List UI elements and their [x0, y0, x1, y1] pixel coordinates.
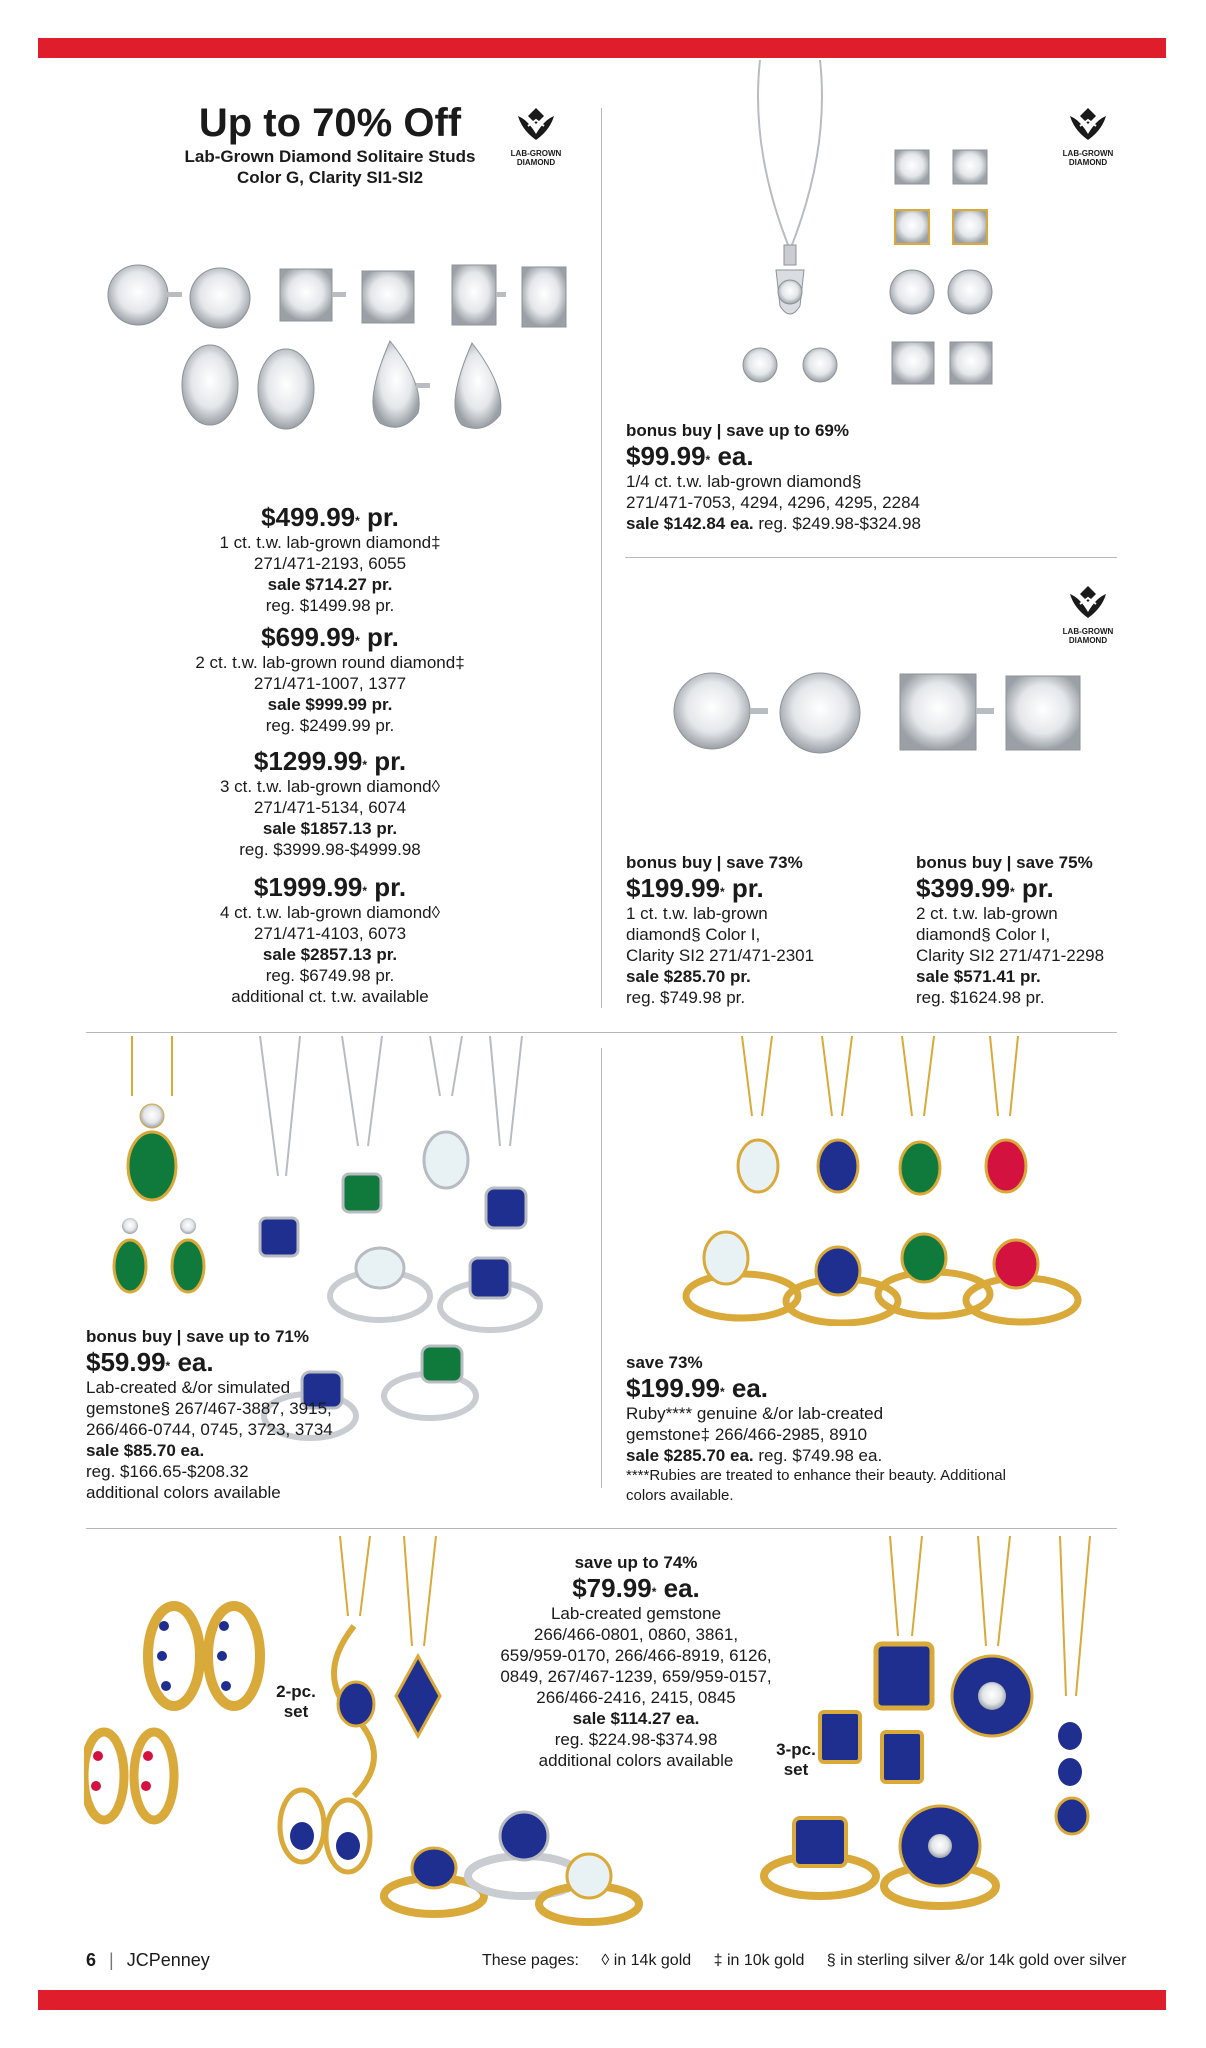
offer-regular-price: reg. $1624.98 pr. [916, 988, 1045, 1007]
princess-studs-offer [916, 852, 1146, 1008]
divider-right-upper [625, 557, 1117, 558]
offer-extra-note: additional ct. t.w. available [231, 987, 429, 1006]
offer-headline: bonus buy | save up to 71% [86, 1327, 309, 1346]
set-label-line-1: 2-pc. [276, 1682, 316, 1701]
offer-description-1: Ruby**** genuine &/or lab-created [626, 1404, 884, 1423]
offer-price: $1999.99* pr. [253, 872, 407, 902]
set-label-line-2: set [783, 1760, 809, 1779]
offer-sale-price: sale $714.27 pr. [267, 575, 393, 594]
offer-sale-price: sale $285.70 pr. [626, 967, 751, 986]
offer-price: $399.99* pr. [916, 873, 1054, 903]
offer-sale-price: sale $999.99 pr. [267, 695, 393, 714]
round-and-princess-studs-image [672, 666, 1092, 766]
offer-headline: bonus buy | save up to 69% [626, 421, 849, 440]
studs-offer-2 [150, 622, 510, 736]
offer-sale-price: sale $571.41 pr. [916, 967, 1041, 986]
studs-subtitle-2: Color G, Clarity SI1-SI2 [236, 168, 424, 187]
offer-extra-note: additional colors available [538, 1751, 734, 1770]
badge-label: LAB-GROWN DIAMOND [1062, 627, 1114, 645]
page-footer [86, 1950, 210, 1971]
top-accent-bar [38, 38, 1166, 58]
divider-horizontal-2 [86, 1528, 1117, 1529]
lab-grown-diamond-badge [1052, 106, 1124, 167]
offer-headline: save 73% [626, 1353, 703, 1372]
offer-description: 1/4 ct. t.w. lab-grown diamond§ [626, 472, 862, 491]
offer-regular-price: reg. $749.98 pr. [626, 988, 746, 1007]
pendant-and-earrings-image [720, 60, 1020, 405]
round-studs-offer [626, 852, 896, 1008]
offer-description-1: Lab-created &/or simulated [86, 1378, 291, 1397]
brand-name: JCPenney [126, 1950, 210, 1970]
pendant-offer [626, 420, 1096, 534]
three-piece-set-label [758, 1740, 834, 1780]
studs-offer-4 [150, 872, 510, 1007]
legend-10k-gold: ‡ in 10k gold [713, 1952, 805, 1969]
offer-price: $59.99* ea. [86, 1347, 214, 1377]
offer-sku: 271/471-4103, 6073 [253, 924, 407, 943]
offer-description-2: gemstone§ 267/467-3887, 3915, [86, 1399, 332, 1418]
offer-extra-note: additional colors available [86, 1483, 281, 1502]
section-studs-header [150, 100, 510, 188]
offer-price: $199.99* ea. [626, 1373, 769, 1403]
studs-offer-1 [150, 502, 510, 616]
divider-horizontal-1 [86, 1032, 1117, 1033]
offer-description-4: 0849, 267/467-1239, 659/959-0157, [500, 1667, 772, 1686]
studs-subtitle-1: Lab-Grown Diamond Solitaire Studs [184, 147, 476, 166]
offer-description: 1 ct. t.w. lab-grown diamond‡ [219, 533, 441, 552]
offer-description-2: diamond§ Color I, [626, 925, 761, 944]
offer-sku: 271/471-5134, 6074 [253, 798, 407, 817]
page-number: 6 [86, 1950, 97, 1970]
legend-title: These pages: [482, 1952, 579, 1969]
gold-gemstone-jewelry-image [672, 1036, 1092, 1326]
offer-description-2: 266/466-0801, 0860, 3861, [533, 1625, 739, 1644]
offer-sale-price: sale $114.27 ea. [572, 1709, 700, 1728]
badge-label: LAB-GROWN DIAMOND [510, 149, 562, 167]
divider-vertical-top [601, 108, 602, 1008]
legend-14k-gold: ◊ in 14k gold [601, 1952, 692, 1969]
gemstone-offer [86, 1326, 386, 1503]
offer-regular-price: reg. $166.65-$208.32 [86, 1462, 249, 1481]
offer-description-1: 1 ct. t.w. lab-grown [626, 904, 768, 923]
offer-headline: bonus buy | save 75% [916, 853, 1093, 872]
lotus-diamond-icon [514, 106, 558, 144]
metal-legend [482, 1952, 1126, 1970]
bottom-accent-bar [38, 1990, 1166, 2010]
ruby-treatment-note-2: colors available. [626, 1487, 734, 1504]
sapphire-set-image [760, 1536, 1120, 1926]
lab-grown-diamond-badge [500, 106, 572, 167]
offer-description: 4 ct. t.w. lab-grown diamond◊ [219, 903, 441, 922]
offer-description-3: Clarity SI2 271/471-2301 [626, 946, 815, 965]
badge-label: LAB-GROWN DIAMOND [1062, 149, 1114, 167]
page-title: Up to 70% Off [198, 101, 462, 145]
offer-description-5: 266/466-2416, 2415, 0845 [536, 1688, 736, 1707]
offer-sku: 271/471-7053, 4294, 4296, 4295, 2284 [626, 493, 920, 512]
offer-description-3: 266/466-0744, 0745, 3723, 3734 [86, 1420, 333, 1439]
gemstone-set-offer [476, 1552, 796, 1771]
offer-sku: 271/471-2193, 6055 [253, 554, 407, 573]
set-label-line-1: 3-pc. [776, 1740, 816, 1759]
offer-regular-price: reg. $6749.98 pr. [265, 966, 395, 985]
offer-description-2: gemstone‡ 266/466-2985, 8910 [626, 1425, 868, 1444]
lab-grown-studs-image [100, 255, 580, 435]
offer-sale-price: sale $2857.13 pr. [262, 945, 398, 964]
offer-price: $699.99* pr. [261, 622, 399, 652]
ruby-treatment-note-1: ****Rubies are treated to enhance their beauty. Additional [626, 1467, 1006, 1484]
offer-price: $499.99* pr. [261, 502, 399, 532]
offer-regular-price: reg. $1499.98 pr. [265, 596, 395, 615]
two-piece-set-label [258, 1682, 334, 1722]
set-label-line-2: set [283, 1702, 309, 1721]
offer-price: $199.99* pr. [626, 873, 764, 903]
offer-headline: save up to 74% [574, 1553, 698, 1572]
footer-separator: | [109, 1950, 114, 1970]
offer-description-3: 659/959-0170, 266/466-8919, 6126, [500, 1646, 772, 1665]
offer-sale-price: sale $85.70 ea. [86, 1441, 205, 1460]
offer-price: $79.99* ea. [572, 1573, 700, 1603]
studs-offer-3 [150, 746, 510, 860]
offer-regular-price: reg. $3999.98-$4999.98 [239, 840, 421, 859]
legend-sterling-silver: § in sterling silver &/or 14k gold over silver [826, 1952, 1127, 1969]
offer-regular-price: reg. $2499.99 pr. [265, 716, 395, 735]
offer-description: 2 ct. t.w. lab-grown round diamond‡ [195, 653, 465, 672]
divider-vertical-middle [601, 1048, 602, 1488]
lotus-diamond-icon [1066, 106, 1110, 144]
offer-description-2: diamond§ Color I, [916, 925, 1051, 944]
offer-description: 3 ct. t.w. lab-grown diamond◊ [219, 777, 441, 796]
offer-sku: 271/471-1007, 1377 [253, 674, 407, 693]
lab-grown-diamond-badge [1052, 584, 1124, 645]
offer-description-1: 2 ct. t.w. lab-grown [916, 904, 1058, 923]
lotus-diamond-icon [1066, 584, 1110, 622]
offer-sale-regular: sale $285.70 ea. reg. $749.98 ea. [626, 1446, 883, 1465]
offer-regular-price: reg. $224.98-$374.98 [554, 1730, 718, 1749]
offer-description-3: Clarity SI2 271/471-2298 [916, 946, 1105, 965]
ruby-gemstone-offer [626, 1352, 1126, 1506]
offer-price: $1299.99* pr. [253, 746, 407, 776]
offer-price: $99.99* ea. [626, 441, 754, 471]
offer-headline: bonus buy | save 73% [626, 853, 803, 872]
offer-sale-price: sale $1857.13 pr. [262, 819, 398, 838]
offer-description-1: Lab-created gemstone [550, 1604, 722, 1623]
offer-sale-regular: sale $142.84 ea. reg. $249.98-$324.98 [626, 514, 921, 533]
